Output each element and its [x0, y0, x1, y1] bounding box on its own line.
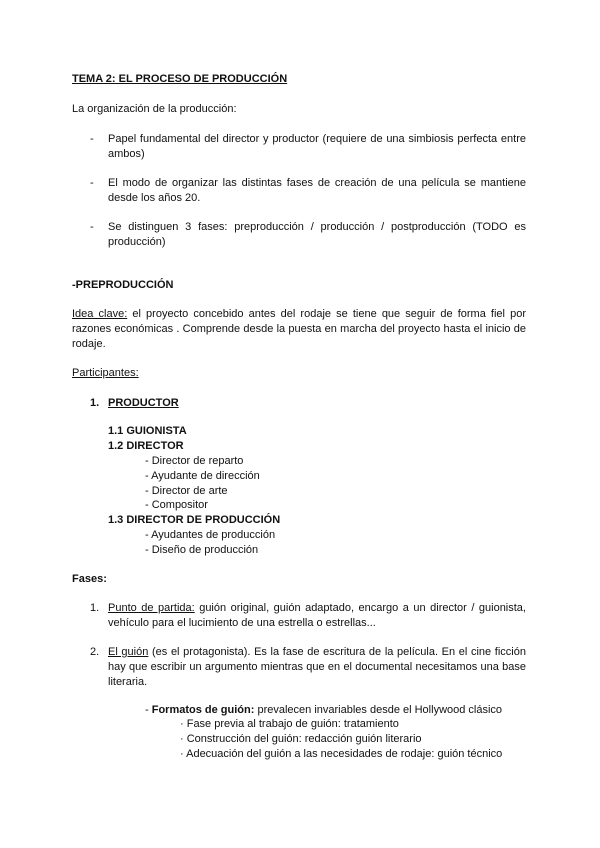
- fase-number-1: 1.: [90, 602, 100, 614]
- director-produccion-item: - Diseño de producción: [145, 544, 259, 556]
- fases-label: Fases:: [72, 573, 107, 585]
- director-item: - Director de reparto: [145, 455, 244, 467]
- fase-item-1-text: guión original, guión adaptado, encargo a un director / guionista, vehículo para el lucimiento de una estrella o estrellas...: [108, 602, 526, 629]
- director-produccion-label: 1.3 DIRECTOR DE PRODUCCIÓN: [108, 514, 281, 526]
- fase-item-2-label: El guión: [108, 646, 149, 658]
- formatos-label: Formatos de guión:: [151, 704, 255, 716]
- formatos-item: · Fase previa al trabajo de guión: tratamiento: [180, 718, 399, 730]
- bullet-marker: -: [90, 133, 94, 145]
- fase-item-1: [108, 601, 526, 631]
- idea-clave-paragraph: [72, 307, 526, 352]
- formatos-text: prevalecen invariables desde el Hollywood clásico: [254, 704, 503, 716]
- director-label: 1.2 DIRECTOR: [108, 440, 184, 452]
- bullet-marker: -: [90, 177, 94, 189]
- intro-bullet-2: El modo de organizar las distintas fases de creación de una película se mantiene desde los años 20.: [108, 177, 526, 204]
- formatos-line: [145, 703, 502, 718]
- productor-number: 1.: [90, 397, 100, 409]
- idea-clave-text: el proyecto concebido antes del rodaje se tiene que seguir de forma fiel por razones económicas . Comprende desde la puesta en marcha del proyecto hasta el inicio de rodaje.: [72, 308, 527, 350]
- intro-bullet-1: Papel fundamental del director y productor (requiere de una simbiosis perfecta entre ambos): [108, 133, 526, 160]
- fase-item-2: [108, 645, 526, 690]
- formatos-item: · Construcción del guión: redacción guión literario: [180, 733, 422, 745]
- intro-bullet-3: Se distinguen 3 fases: preproducción / producción / postproducción (TODO es producción): [108, 221, 526, 248]
- intro-text: La organización de la producción:: [72, 103, 237, 115]
- idea-clave-label: Idea clave:: [72, 308, 128, 320]
- bullet-marker: -: [90, 221, 94, 233]
- formatos-item: · Adecuación del guión a las necesidades de rodaje: guión técnico: [180, 748, 503, 760]
- director-item: - Director de arte: [145, 485, 228, 497]
- guionista-label: 1.1 GUIONISTA: [108, 425, 187, 437]
- productor-label: PRODUCTOR: [108, 397, 179, 409]
- preproduccion-heading: -PREPRODUCCIÓN: [72, 279, 174, 291]
- fase-item-2-text: (es el protagonista). Es la fase de escritura de la película. En el cine ficción hay que escribir un argumento mientras que en el documental necesitamos una base literaria.: [108, 646, 526, 688]
- director-produccion-item: - Ayudantes de producción: [145, 529, 276, 541]
- fase-item-1-label: Punto de partida:: [108, 602, 195, 614]
- page-title: TEMA 2: EL PROCESO DE PRODUCCIÓN: [72, 73, 288, 85]
- participantes-label: Participantes:: [72, 367, 139, 379]
- director-item: - Ayudante de dirección: [145, 470, 260, 482]
- director-item: - Compositor: [145, 499, 208, 511]
- formatos-dash: -: [145, 704, 149, 716]
- fase-number-2: 2.: [90, 646, 100, 658]
